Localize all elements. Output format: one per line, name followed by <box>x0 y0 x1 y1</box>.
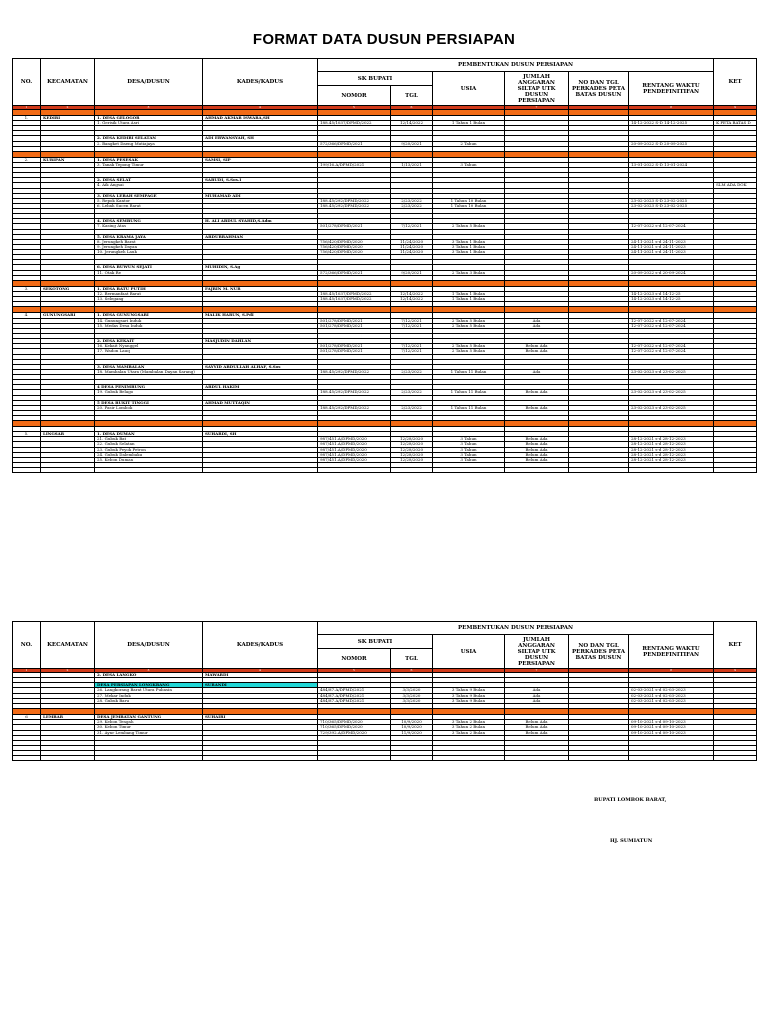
column-number: 6 <box>391 669 433 673</box>
table-cell: 1 Tahun 11 Bulan <box>433 369 505 374</box>
table-cell: 16. Kekait Nyanggel <box>95 344 203 349</box>
column-number: 3 <box>95 669 203 673</box>
table-cell: ADI ERWANSYAH, SH <box>203 136 318 141</box>
table-cell: 2 Tahun 5 Bulan <box>433 318 505 323</box>
table-cell: 1. DESA GELOGOR <box>95 116 203 121</box>
header-desa: DESA/DUSUN <box>95 59 203 106</box>
table-row <box>13 468 757 473</box>
table-cell: 20. Pasir Lombok <box>95 405 203 410</box>
table-cell: 14-12-2023 s-d 14-12-25 <box>629 292 714 297</box>
table-cell: 2. DESA LANGKO <box>95 673 203 678</box>
table-cell: 15. Medas Desa Induk <box>95 323 203 328</box>
table-cell: 501/278/DPMD/2021 <box>318 318 391 323</box>
table-cell: FAJRIN M. NUR <box>203 286 318 291</box>
table-cell <box>318 755 391 760</box>
table-cell: 7/12/2021 <box>391 323 433 328</box>
table-cell: 3/3/2020 <box>391 698 433 703</box>
column-number: 1 <box>13 106 41 110</box>
table-cell: 12/28/2020 <box>391 442 433 447</box>
table-cell: 7/12/2021 <box>391 224 433 229</box>
table-cell: 2. <box>13 157 41 162</box>
header-tgl: TGL <box>391 86 433 106</box>
table-cell: DESA PERSIAPAN LONGKRANG <box>95 683 203 688</box>
table-cell: 29. Kebon Tengah <box>95 720 203 725</box>
table-cell: 484/87.A/DPMD/2021 <box>318 688 391 693</box>
table-cell: KEDIRI <box>41 116 95 121</box>
table-cell: SURANDI <box>203 683 318 688</box>
table-cell: SLM ADA DOK <box>714 183 757 188</box>
table-cell: Ada <box>505 693 569 698</box>
table-cell: 31. Aynr Lembang Timur <box>95 730 203 735</box>
table-cell: 987/451.A/DPMD/2020 <box>318 452 391 457</box>
table-cell: Belum Ada <box>505 390 569 395</box>
table-cell: 12-07-2022 s-d 12-07-2024 <box>629 349 714 354</box>
table-cell: MALIK HARUN, S.PdI <box>203 313 318 318</box>
table-cell: SAYYID ABDULLAH ALHAF, S.Sos <box>203 364 318 369</box>
table-cell: 1. DESA DUMAN <box>95 431 203 436</box>
table-cell: 1 Tahun 1 Bulan <box>433 297 505 302</box>
table-cell: 3 Tahun 2 Bulan <box>433 730 505 735</box>
table-cell: 2/23/2022 <box>391 369 433 374</box>
table-cell: Belum Ada <box>505 344 569 349</box>
table-cell: 2. DESA KEKAIT <box>95 339 203 344</box>
table-cell: 23-02-2023 s-d 23-02-2025 <box>629 369 714 374</box>
table-row <box>13 755 757 760</box>
table-cell: Belum Ada <box>505 457 569 462</box>
table-cell: 756/420/DPMD/2020 <box>318 250 391 255</box>
table-cell: 987/451.A/DPMD/2020 <box>318 442 391 447</box>
header-nomor: NOMOR <box>318 649 391 669</box>
table-cell: 3. <box>13 286 41 291</box>
table-cell: 1/13/2021 <box>391 163 433 168</box>
header-anggaran: JUMLAH ANGGARAN SILTAP UTK DUSUN PERSIAPAN <box>505 635 569 669</box>
column-number: 4 <box>203 669 318 673</box>
column-number: 2 <box>41 106 95 110</box>
table-cell: 02-03-2021 s-d 02-03-2023 <box>629 693 714 698</box>
table-cell: 484/87.A/DPMD/2021 <box>318 698 391 703</box>
column-number: 8 <box>629 106 714 110</box>
table-cell: 4. Aik Angsai <box>95 183 203 188</box>
header-rentang: RENTANG WAKTU PENDEFINITIFAN <box>629 635 714 669</box>
table-cell: 1 Tahun 1 Bulan <box>433 121 505 126</box>
header-pembentukan: PEMBENTUKAN DUSUN PERSIAPAN <box>318 59 714 72</box>
header-kades: KADES/KADUS <box>203 622 318 669</box>
table-cell: 5. <box>13 431 41 436</box>
table-cell: 2 Tahun 5 Bulan <box>433 224 505 229</box>
table-cell: 4. DESA SEMBUNG <box>95 219 203 224</box>
column-number: 5 <box>318 106 391 110</box>
table-cell: MUHIDIN, S.Ag <box>203 265 318 270</box>
table-cell: 10/9/2020 <box>391 720 433 725</box>
table-cell: 188.45/292/DPMD/2022 <box>318 390 391 395</box>
table-cell: 1 Tahun 11 Bulan <box>433 405 505 410</box>
table-cell: 23-02-2023 S-D 23-02-2025 <box>629 204 714 209</box>
header-no: NO. <box>13 59 41 106</box>
table-cell: 12-07-2022 s-d 12-07-2024 <box>629 224 714 229</box>
table-cell: 2 Tahun 5 Bulan <box>433 349 505 354</box>
table-cell: 3 Tahun 9 Bulan <box>433 688 505 693</box>
table-cell: 2 Tahun 5 Bulan <box>433 323 505 328</box>
header-anggaran: JUMLAH ANGGARAN SILTAP UTK DUSUN PERSIAPAN <box>505 72 569 106</box>
table-cell: 6. Lebah Sucen Barat <box>95 204 203 209</box>
table-cell <box>714 468 757 473</box>
table-cell: 3 Tahun <box>433 163 505 168</box>
table-cell: SUHAIRI <box>203 715 318 720</box>
table-cell: 13-01-2022 S-D 13-01-2024 <box>629 163 714 168</box>
table-cell: 2 Tahun <box>433 141 505 146</box>
table-cell: 1. DESA PESESAK <box>95 157 203 162</box>
table-cell: 28-12-2021 s-d 28-12-2023 <box>629 457 714 462</box>
table-cell: 12/14/2022 <box>391 121 433 126</box>
table-cell: 2 Tahun 3 Bulan <box>433 270 505 275</box>
header-desa: DESA/DUSUN <box>95 622 203 669</box>
table-cell: 5. Repok Kantor <box>95 198 203 203</box>
table-cell: 11/24/2020 <box>391 250 433 255</box>
table-cell: 3 Tahun 1 Bulan <box>433 239 505 244</box>
column-number: 6 <box>391 106 433 110</box>
table-cell: 3 Tahun <box>433 452 505 457</box>
table-cell: 188.45/1037/DPMD/2022 <box>318 292 391 297</box>
table-cell: 7. Kasing Atas <box>95 224 203 229</box>
table-cell: 5. DESA KRAMA JAYA <box>95 234 203 239</box>
table-cell: ABDURRAHMAN <box>203 234 318 239</box>
table-cell: Belum Ada <box>505 452 569 457</box>
table-cell: 6 <box>13 715 41 720</box>
table-cell: 3 Tahun 1 Bulan <box>433 250 505 255</box>
table-cell: 2. DESA SELAT <box>95 178 203 183</box>
table-cell: 2/23/2022 <box>391 390 433 395</box>
table-cell: 6. DESA BUWUN SEJATI <box>95 265 203 270</box>
table-cell: Belum Ada <box>505 349 569 354</box>
table-cell: 188.45/292/DPMD/2022 <box>318 204 391 209</box>
table-cell: 28-12-2021 s-d 28-12-2023 <box>629 447 714 452</box>
table-cell: 11. Otak Re <box>95 270 203 275</box>
header-no: NO. <box>13 622 41 669</box>
table-cell <box>569 755 629 760</box>
table-cell: Belum Ada <box>505 447 569 452</box>
table-cell: 21. Gubuk Bat <box>95 437 203 442</box>
table-cell: 12-07-2022 s-d 12-07-2024 <box>629 344 714 349</box>
table-cell: SEKOTONG <box>41 286 95 291</box>
table-cell <box>203 755 318 760</box>
table-cell: 02-03-2021 s-d 02-03-2023 <box>629 688 714 693</box>
table-cell <box>505 755 569 760</box>
table-cell: 1 Tahun 11 Bulan <box>433 390 505 395</box>
table-cell <box>505 468 569 473</box>
table-cell <box>433 755 505 760</box>
table-cell: K PETA BATAS D <box>714 121 757 126</box>
table-cell: 23-02-2023 s-d 23-02-2025 <box>629 405 714 410</box>
table-cell: 2/23/2022 <box>391 198 433 203</box>
table-cell: 4. <box>13 313 41 318</box>
table-cell: 729/392.A/DPMD/2020 <box>318 730 391 735</box>
table-cell: MUHAMAD ADI <box>203 193 318 198</box>
table-cell: Belum Ada <box>505 405 569 410</box>
table-cell: KURIPAN <box>41 157 95 162</box>
table-cell: 11/24/2020 <box>391 245 433 250</box>
table-cell: 3. Tanak Tepong Timur <box>95 163 203 168</box>
table-cell: 1 Tahun 1 Bulan <box>433 292 505 297</box>
header-row <box>13 622 757 635</box>
table-cell <box>41 755 95 760</box>
table-cell: 7/12/2021 <box>391 344 433 349</box>
column-number: 9 <box>714 106 757 110</box>
table-cell: 501/278/DPMD/2021 <box>318 323 391 328</box>
table-cell: 12/14/2022 <box>391 292 433 297</box>
table-cell: 3. DESA MAMBALAN <box>95 364 203 369</box>
table-cell: 13. Selegang <box>95 297 203 302</box>
table-cell <box>203 468 318 473</box>
table-cell: 20-09-2022 S-D 20-09-2025 <box>629 141 714 146</box>
table-cell: MAWARDI <box>203 673 318 678</box>
table-cell: 3 Tahun 2 Bulan <box>433 725 505 730</box>
table-cell: 19. Gubuk Belago <box>95 390 203 395</box>
table-cell: Ada <box>505 698 569 703</box>
table-cell: Belum Ada <box>505 437 569 442</box>
header-perkades: NO DAN TGL PERKADES PETA BATAS DUSUN <box>569 72 629 106</box>
column-number: 2 <box>41 669 95 673</box>
column-number: 7 <box>505 106 569 110</box>
table-cell: MASJUDIN DAHLAN <box>203 339 318 344</box>
table-cell: 3 Tahun 1 Bulan <box>433 245 505 250</box>
table-cell <box>13 755 41 760</box>
table-cell: 710/365/DPMD/2020 <box>318 720 391 725</box>
table-cell: 3 Tahun <box>433 447 505 452</box>
dusun-table-2 <box>12 621 757 761</box>
table-cell: 2. DESA KEDIRI SELATAN <box>95 136 203 141</box>
column-number: 3 <box>95 106 203 110</box>
table-cell <box>569 468 629 473</box>
table-cell: 4 DESA PENIMBUNG <box>95 385 203 390</box>
header-kecamatan: KECAMATAN <box>41 59 95 106</box>
table-cell: 23-02-2023 S-D 23-02-2025 <box>629 198 714 203</box>
table-cell: 14-12-2022 S-D 14-12-2025 <box>629 121 714 126</box>
table-cell: 17. Wadon Lauq <box>95 349 203 354</box>
table-cell: 28-12-2021 s-d 28-12-2023 <box>629 437 714 442</box>
table-cell <box>13 468 41 473</box>
table-cell: 26. Langkorang Barat Utara Pubasin <box>95 688 203 693</box>
table-cell: 501/278/DPMD/2021 <box>318 349 391 354</box>
table-cell: ABDUL HAKIM <box>203 385 318 390</box>
table-cell: Belum Ada <box>505 730 569 735</box>
table-cell: 710/365/DPMD/2020 <box>318 725 391 730</box>
table-cell: SABUDI, S.Sos.I <box>203 178 318 183</box>
table-cell: 1 Tahun 10 Bulan <box>433 198 505 203</box>
table-cell: 3 Tahun <box>433 457 505 462</box>
table-cell: 2. Bangket Daeng Mutiajaya <box>95 141 203 146</box>
table-cell: SAMSI, SIP <box>203 157 318 162</box>
table-cell: 2/23/2022 <box>391 405 433 410</box>
table-cell <box>714 755 757 760</box>
header-usia: USIA <box>433 72 505 106</box>
table-cell: 09-10-2021 s-d 09-10-2023 <box>629 725 714 730</box>
column-number: 7 <box>505 669 569 673</box>
dusun-table-1 <box>12 58 757 473</box>
table-cell: 23. Gubuk Peyok Petron <box>95 447 203 452</box>
table-cell: 3/3/2020 <box>391 693 433 698</box>
header-usia: USIA <box>433 635 505 669</box>
column-number: 9 <box>714 669 757 673</box>
table-cell: 3/3/2020 <box>391 688 433 693</box>
table-cell <box>95 755 203 760</box>
table-cell: Belum Ada <box>505 725 569 730</box>
table-cell: 1. DESA BATU PUTIH <box>95 286 203 291</box>
column-number: 5 <box>318 669 391 673</box>
table-cell <box>318 468 391 473</box>
table-cell: 199/16.A/DPMD/2021 <box>318 163 391 168</box>
table-cell: 12-07-2022 s-d 12-07-2024 <box>629 323 714 328</box>
table-cell: 10/9/2020 <box>391 725 433 730</box>
table-cell: 3 Tahun 2 Bulan <box>433 720 505 725</box>
table-cell: 10. Jerungkeh Lauk <box>95 250 203 255</box>
table-cell: 24-11-2021 s-d 24-11-2023 <box>629 245 714 250</box>
table-cell: 12. Bermanfaat Barat <box>95 292 203 297</box>
table-cell: 02-03-2021 s-d 02-03-2023 <box>629 698 714 703</box>
table-cell: 28-12-2021 s-d 28-12-2023 <box>629 442 714 447</box>
table-cell: 18. Mambalan Utara (Mambalan Dayan Sarang) <box>95 369 203 374</box>
header-rentang: RENTANG WAKTU PENDEFINITIFAN <box>629 72 714 106</box>
header-ket: KET <box>714 59 757 106</box>
table-cell: 8. Jerungkeh Barat <box>95 239 203 244</box>
table-cell: 3 Tahun 9 Bulan <box>433 693 505 698</box>
table-cell: 22. Gubuk Selatan <box>95 442 203 447</box>
table-cell: Belum Ada <box>505 442 569 447</box>
header-kades: KADES/KADUS <box>203 59 318 106</box>
table-cell: 484/87.A/DPMD/2021 <box>318 693 391 698</box>
table-cell: 14. Gunungsari Induk <box>95 318 203 323</box>
table-cell: 2 Tahun 5 Bulan <box>433 344 505 349</box>
header-sk-bupati: SK BUPATI <box>318 72 433 86</box>
signature-place: BUPATI LOMBOK BARAT, <box>594 797 667 803</box>
table-cell: 25. Kebon Duman <box>95 457 203 462</box>
table-cell: 2/23/2022 <box>391 204 433 209</box>
table-cell: 501/278/DPMD/2021 <box>318 224 391 229</box>
table-cell: LEMBAR <box>41 715 95 720</box>
table-cell: 3 Tahun <box>433 437 505 442</box>
table-cell: 756/420/DPMD/2020 <box>318 239 391 244</box>
table-cell <box>629 468 714 473</box>
table-cell: 20-09-2022 s-d 20-09-2024 <box>629 270 714 275</box>
table-cell: Ada <box>505 318 569 323</box>
table-cell: H. ALI ABDUL SYAHID,S.Adm <box>203 219 318 224</box>
table-cell: 9/20/2021 <box>391 141 433 146</box>
table-cell <box>391 755 433 760</box>
table-cell: 9/20/2021 <box>391 270 433 275</box>
table-cell: DESA JEMBATAN GANTUNG <box>95 715 203 720</box>
table-cell: Ada <box>505 688 569 693</box>
table-cell: 3 Tahun <box>433 442 505 447</box>
header-row <box>13 59 757 72</box>
table-cell: 188.45/1037/DPMD/2022 <box>318 297 391 302</box>
table-cell: Belum Ada <box>505 720 569 725</box>
table-cell: 188.45/292/DPMD/2022 <box>318 369 391 374</box>
table-cell: 09-10-2021 s-d 09-10-2023 <box>629 730 714 735</box>
table-cell: Ada <box>505 323 569 328</box>
table-cell: 987/451.A/DPMD/2020 <box>318 457 391 462</box>
signature-name: HJ. SUMIATUN <box>610 838 653 844</box>
table-cell: Ada <box>505 369 569 374</box>
table-cell: 188.45/1037/DPMD/2022 <box>318 121 391 126</box>
table-cell: 7/12/2021 <box>391 318 433 323</box>
table-cell: 24-11-2021 s-d 24-11-2023 <box>629 239 714 244</box>
table-cell: 11/9/2020 <box>391 730 433 735</box>
table-cell: 12-07-2022 s-d 12-07-2024 <box>629 318 714 323</box>
table-cell: 188.45/292/DPMD/2022 <box>318 405 391 410</box>
table-cell: 23-02-2023 s-d 23-02-2025 <box>629 390 714 395</box>
table-cell: 28. Gubuk Baru <box>95 698 203 703</box>
table-cell: 12/14/2022 <box>391 297 433 302</box>
table-cell: 12/28/2020 <box>391 437 433 442</box>
table-cell: 11/24/2020 <box>391 239 433 244</box>
table-cell <box>433 468 505 473</box>
table-cell <box>95 468 203 473</box>
header-tgl: TGL <box>391 649 433 669</box>
table-cell: 1. Gerisik Utara Asri <box>95 121 203 126</box>
table-cell: 1. DESA GUNUNGSARI <box>95 313 203 318</box>
table-cell: 14-12-2023 s-d 14-12-25 <box>629 297 714 302</box>
table-cell: AHMAD AKMAR ISWARA,SH <box>203 116 318 121</box>
table-cell <box>391 468 433 473</box>
table-cell: 30. Kebon Timur <box>95 725 203 730</box>
table-cell: 987/451.A/DPMD/2020 <box>318 437 391 442</box>
table-cell: 9. Jerungkeh Dayan <box>95 245 203 250</box>
table-cell: 12/28/2020 <box>391 447 433 452</box>
table-cell: 09-10-2021 s-d 09-10-2023 <box>629 720 714 725</box>
table-cell: 28-12-2021 s-d 28-12-2023 <box>629 452 714 457</box>
table-cell: 3 Tahun 9 Bulan <box>433 698 505 703</box>
table-cell: 1 Tahun 10 Bulan <box>433 204 505 209</box>
header-ket: KET <box>714 622 757 669</box>
header-pembentukan: PEMBENTUKAN DUSUN PERSIAPAN <box>318 622 714 635</box>
header-kecamatan: KECAMATAN <box>41 622 95 669</box>
table-cell: 3. DESA LEBAH SEMPAGE <box>95 193 203 198</box>
table-cell <box>629 755 714 760</box>
table-cell: 572/366/DPMD/2021 <box>318 270 391 275</box>
table-cell: 1. <box>13 116 41 121</box>
table-cell: LINGSAR <box>41 431 95 436</box>
table-cell: 572/366/DPMD/2021 <box>318 141 391 146</box>
document-title: FORMAT DATA DUSUN PERSIAPAN <box>252 31 516 48</box>
column-number: 8 <box>629 669 714 673</box>
table-cell: 12/28/2020 <box>391 457 433 462</box>
table-cell: 7/12/2021 <box>391 349 433 354</box>
table-cell: SUHARDI, SH <box>203 431 318 436</box>
header-sk-bupati: SK BUPATI <box>318 635 433 649</box>
table-cell: 188.45/292/DPMD/2022 <box>318 198 391 203</box>
table-cell: 5 DESA BUKIT TINGGI <box>95 400 203 405</box>
table-cell: GUNUNGSARI <box>41 313 95 318</box>
table-cell <box>41 468 95 473</box>
table-cell: 756/420/DPMD/2020 <box>318 245 391 250</box>
table-cell: 12/28/2020 <box>391 452 433 457</box>
column-number: 1 <box>13 669 41 673</box>
table-cell: 27. Mekar Induk <box>95 693 203 698</box>
table-cell: 24. Gubuk Dalembaku <box>95 452 203 457</box>
table-cell: AHMAD MUTTAQIN <box>203 400 318 405</box>
table-cell: 501/278/DPMD/2021 <box>318 344 391 349</box>
table-cell: 24-11-2021 s-d 24-11-2023 <box>629 250 714 255</box>
table-cell: 987/451.A/DPMD/2020 <box>318 447 391 452</box>
column-number: 4 <box>203 106 318 110</box>
header-perkades: NO DAN TGL PERKADES PETA BATAS DUSUN <box>569 635 629 669</box>
header-nomor: NOMOR <box>318 86 391 106</box>
